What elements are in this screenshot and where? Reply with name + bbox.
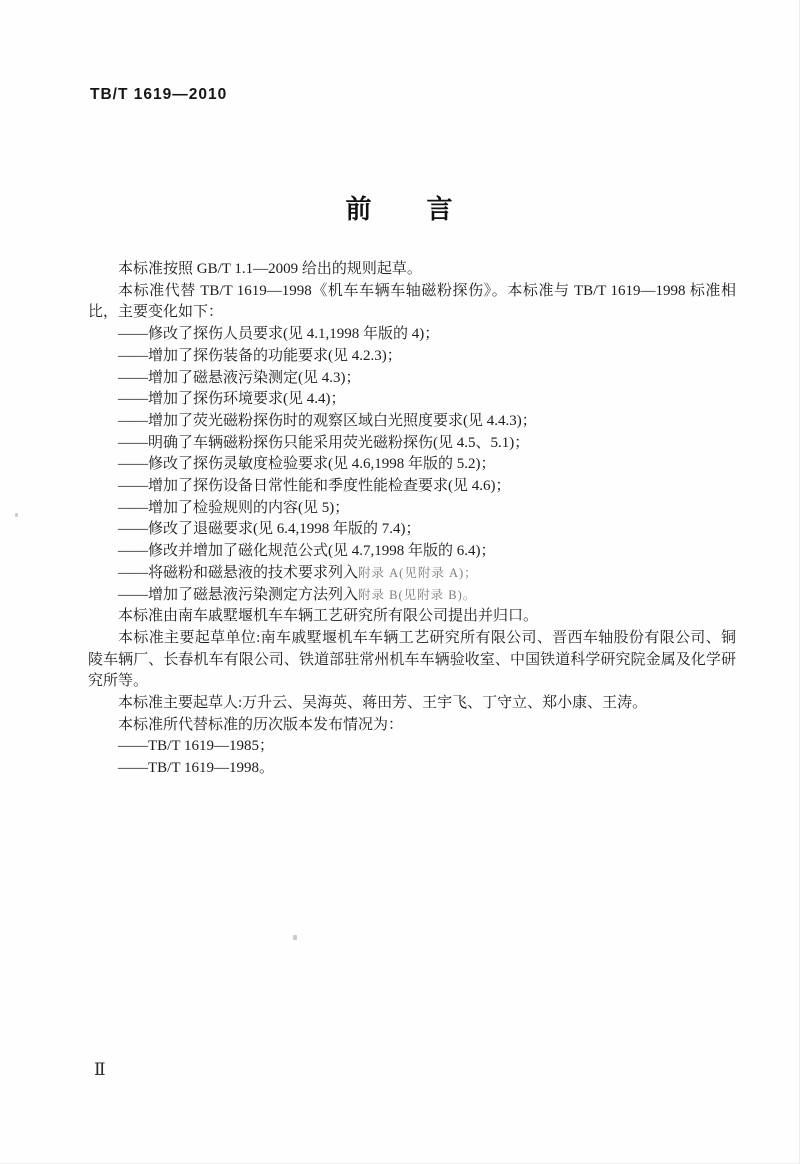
- scan-speck: [293, 935, 297, 940]
- paragraph-text: ——将磁粉和磁悬液的技术要求列入: [118, 564, 359, 581]
- paragraph-text: 本标准所代替标准的历次版本发布情况为：: [118, 716, 404, 733]
- paragraph-text: ——明确了车辆磁粉探伤只能采用荧光磁粉探伤(见 4.5、5.1)；: [118, 434, 530, 451]
- paragraph-text: 本标准代替 TB/T 1619—1998《机车车辆车轴磁粉探伤》。本标准与 TB/T 1619—1998 标准相比，主要变化如下：: [88, 282, 736, 321]
- paragraph-text: ——增加了探伤装备的功能要求(见 4.2.3)；: [118, 347, 402, 364]
- paragraph-text: ——修改了退磁要求(见 6.4,1998 年版的 7.4)；: [118, 521, 421, 538]
- standard-code: TB/T 1619—2010: [90, 86, 228, 103]
- paragraph: [88, 498, 736, 520]
- paragraph-text: ——增加了荧光磁粉探伤时的观察区域白光照度要求(见 4.4.3)；: [118, 412, 537, 429]
- paragraph: [88, 541, 736, 563]
- paragraph: [88, 281, 736, 324]
- faded-print-text: 附录 B(见附录 B)。: [358, 587, 477, 602]
- page-title: 前 言: [345, 195, 454, 225]
- paragraph: [88, 346, 736, 368]
- paragraph: [88, 476, 736, 498]
- paragraph-text: ——TB/T 1619—1985；: [118, 738, 274, 755]
- page-number: Ⅱ: [94, 1060, 106, 1079]
- paragraph: [88, 736, 736, 758]
- paragraph: [88, 433, 736, 455]
- paragraph: [88, 411, 736, 433]
- paragraph: [88, 563, 736, 585]
- document-body: [88, 259, 736, 780]
- paragraph-text: 本标准按照 GB/T 1.1—2009 给出的规则起草。: [118, 261, 422, 277]
- paragraph-text: ——增加了磁悬液污染测定(见 4.3)；: [118, 369, 361, 386]
- faded-print-text: 附录 A(见附录 A)；: [358, 565, 478, 580]
- paragraph: [88, 389, 736, 411]
- paragraph-text: ——增加了检验规则的内容(见 5)；: [118, 499, 350, 516]
- paragraph-text: ——增加了探伤设备日常性能和季度性能检查要求(见 4.6)；: [118, 478, 511, 495]
- paragraph: [88, 693, 736, 715]
- paragraph-text: 本标准主要起草人:万升云、吴海英、蒋田芳、王宇飞、丁守立、郑小康、王涛。: [118, 695, 648, 712]
- paragraph: [88, 454, 736, 476]
- paragraph-text: ——TB/T 1619—1998。: [118, 760, 274, 777]
- paragraph: [88, 368, 736, 390]
- paragraph: [88, 259, 736, 281]
- paragraph: [88, 585, 736, 607]
- paragraph: [88, 758, 736, 780]
- paragraph: [88, 519, 736, 541]
- paragraph-text: ——修改并增加了磁化规范公式(见 4.7,1998 年版的 6.4)；: [118, 543, 496, 560]
- paragraph: [88, 715, 736, 737]
- paragraph-text: ——修改了探伤灵敏度检验要求(见 4.6,1998 年版的 5.2)；: [118, 456, 496, 473]
- paragraph-text: ——修改了探伤人员要求(见 4.1,1998 年版的 4)；: [118, 326, 440, 343]
- scan-speck: [15, 513, 18, 517]
- paragraph: [88, 628, 736, 693]
- paragraph: [88, 324, 736, 346]
- paragraph-text: ——增加了磁悬液污染测定方法列入: [118, 586, 359, 603]
- paragraph-text: ——增加了探伤环境要求(见 4.4)；: [118, 391, 346, 408]
- paragraph-text: 本标准主要起草单位:南车戚墅堰机车车辆工艺研究所有限公司、晋西车轴股份有限公司、铜陵车辆厂、长春机车有限公司、铁道部驻常州机车车辆验收室、中国铁道科学研究院金属及化学研究所等。: [88, 629, 736, 690]
- paragraph: [88, 606, 736, 628]
- paragraph-text: 本标准由南车戚墅堰机车车辆工艺研究所有限公司提出并归口。: [118, 608, 539, 625]
